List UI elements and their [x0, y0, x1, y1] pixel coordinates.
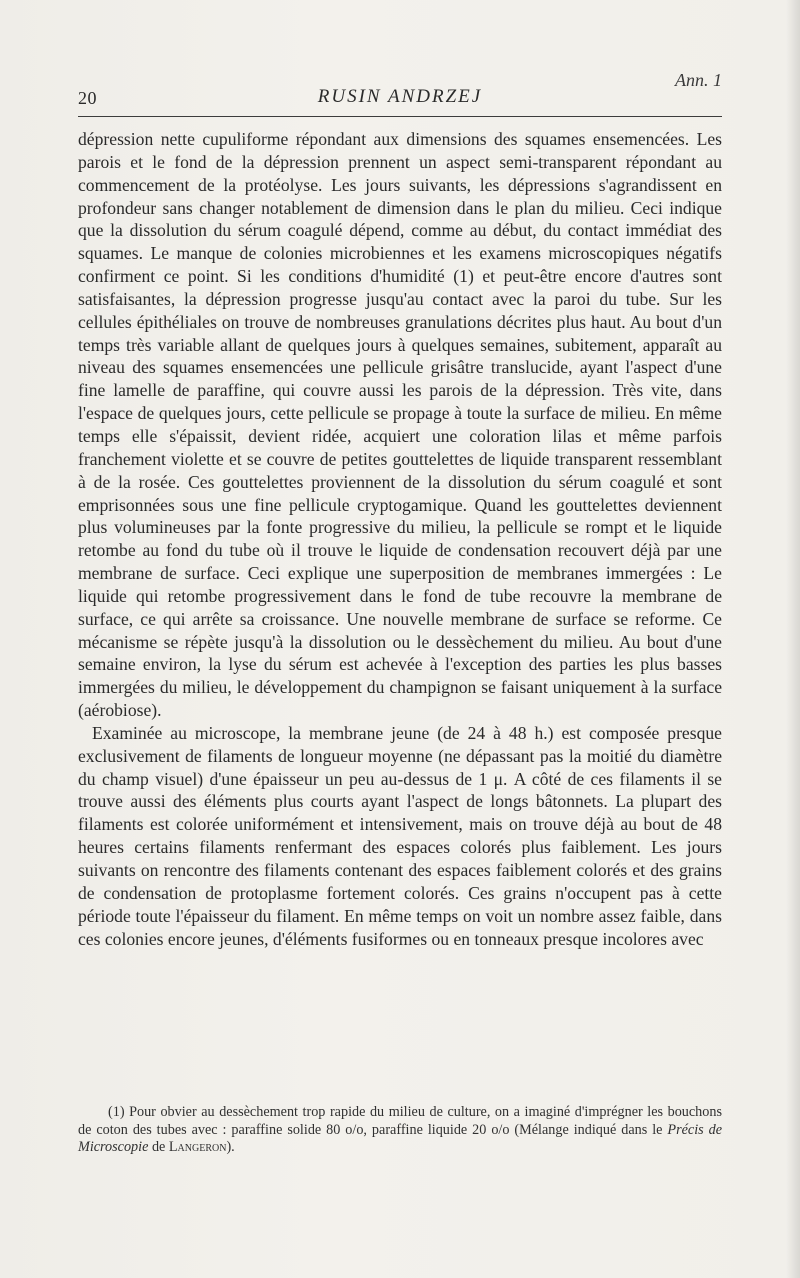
body-text: [78, 128, 722, 950]
footnote: [78, 1104, 722, 1157]
paragraph-microscope: Examinée au microscope, la membrane jeune (de 24 à 48 h.) est composée presque exclusivement de filaments de longueur moyenne (ne dépassant pas la moitié du diamètre du champ visuel) d'une épaisseur un peu au-dessus de 1 μ. A côté de ces filaments il se trouve aussi des éléments plus courts ayant l'aspect de longs bâtonnets. La plupart des filaments est colorée uniformément et intensivement, mais on trouve déjà au bout de 48 heures certains filaments renfermant des espaces colorés plus faiblement. Les jours suivants on rencontre des filaments contenant des espaces faiblement colorés et des grains de condensation de protoplasme fortement colorés. Ces grains n'occupent pas à cette période toute l'épaisseur du filament. En même temps on voit un nombre assez faible, dans ces colonies encore jeunes, d'éléments fusiformes ou en tonneaux presque incolores avec: [78, 722, 722, 949]
footnote-text-between: de: [148, 1139, 169, 1156]
page-header: [78, 70, 722, 116]
footnote-book-title: Précis de Microscopie: [78, 1121, 722, 1156]
footnote-text: [78, 1104, 722, 1157]
page-number: 20: [78, 88, 97, 108]
footnote-author: Langeron: [168, 1139, 227, 1156]
running-title: RUSIN ANDRZEJ: [317, 86, 483, 107]
footnote-text-main: (1) Pour obvier au dessèchement trop rapide du milieu de culture, on a imaginé d'imprégner les bouchons de coton des tubes avec : paraffine solide 80 o/o, paraffine liquide 20 o/o (Mélange indiqué dans le: [78, 1104, 722, 1138]
paragraph-continued: dépression nette cupuliforme répondant aux dimensions des squames ensemencées. Les parois et le fond de la dépression prennent un aspect semi-transparent répondant au commencement de la protéolyse. Les jours suivants, les dépressions s'agrandissent en profondeur sans changer notablement de dimension dans le plan du milieu. Ceci indique que la dissolution du sérum coagulé dépend, comme au début, du contact immédiat des squames. Le manque de colonies microbiennes et les examens microscopiques négatifs confirment ce point. Si les conditions d'humidité (1) et peut-être encore d'autres sont satisfaisantes, la dépression progresse jusqu'au contact avec la paroi du tube. Sur les cellules épithéliales on trouve de nombreuses granulations décrites plus haut. Au bout d'un temps très variable allant de quelques jours à quelques semaines, subitement, apparaît au niveau des squames ensemencées une pellicule grisâtre translucide, ayant l'aspect d'une fine lamelle de paraffine, qui couvre aussi les parois de la dépression. Très vite, dans l'espace de quelques jours, cette pellicule se propage à toute la surface de milieu. En même temps elle s'épaissit, devient ridée, acquiert une coloration lilas et même parfois franchement violette et se couvre de petites gouttelettes de liquide transparent ressemblant à de la rosée. Ces gouttelettes proviennent de la dissolution du sérum coagulé et sont emprisonnées sous une fine pellicule cryptogamique. Quand les gouttelettes deviennent plus volumineuses par la fonte progressive du milieu, la pellicule se rompt et le liquide retombe au fond du tube où il trouve le liquide de condensation recouvert déjà par une membrane de surface. Ceci explique une superposition de membranes immergées : Le liquide qui retombe progressivement dans le fond de tube recouvre la membrane de surface, ce qui arrête sa croissance. Une nouvelle membrane de surface se reforme. Ce mécanisme se répète jusqu'à la dissolution ou le dessèchement du milieu. Au bout d'une semaine environ, la lyse du sérum est achevée à l'exception des parties les plus basses immergées du milieu, le développement du champignon se faisant uniquement à la surface (aérobiose).: [78, 129, 722, 721]
header-rule: [78, 116, 722, 117]
handwritten-annotation: Ann. 1: [675, 70, 722, 90]
page-edge-shadow: [786, 0, 800, 1278]
footnote-text-end: ).: [226, 1139, 235, 1156]
